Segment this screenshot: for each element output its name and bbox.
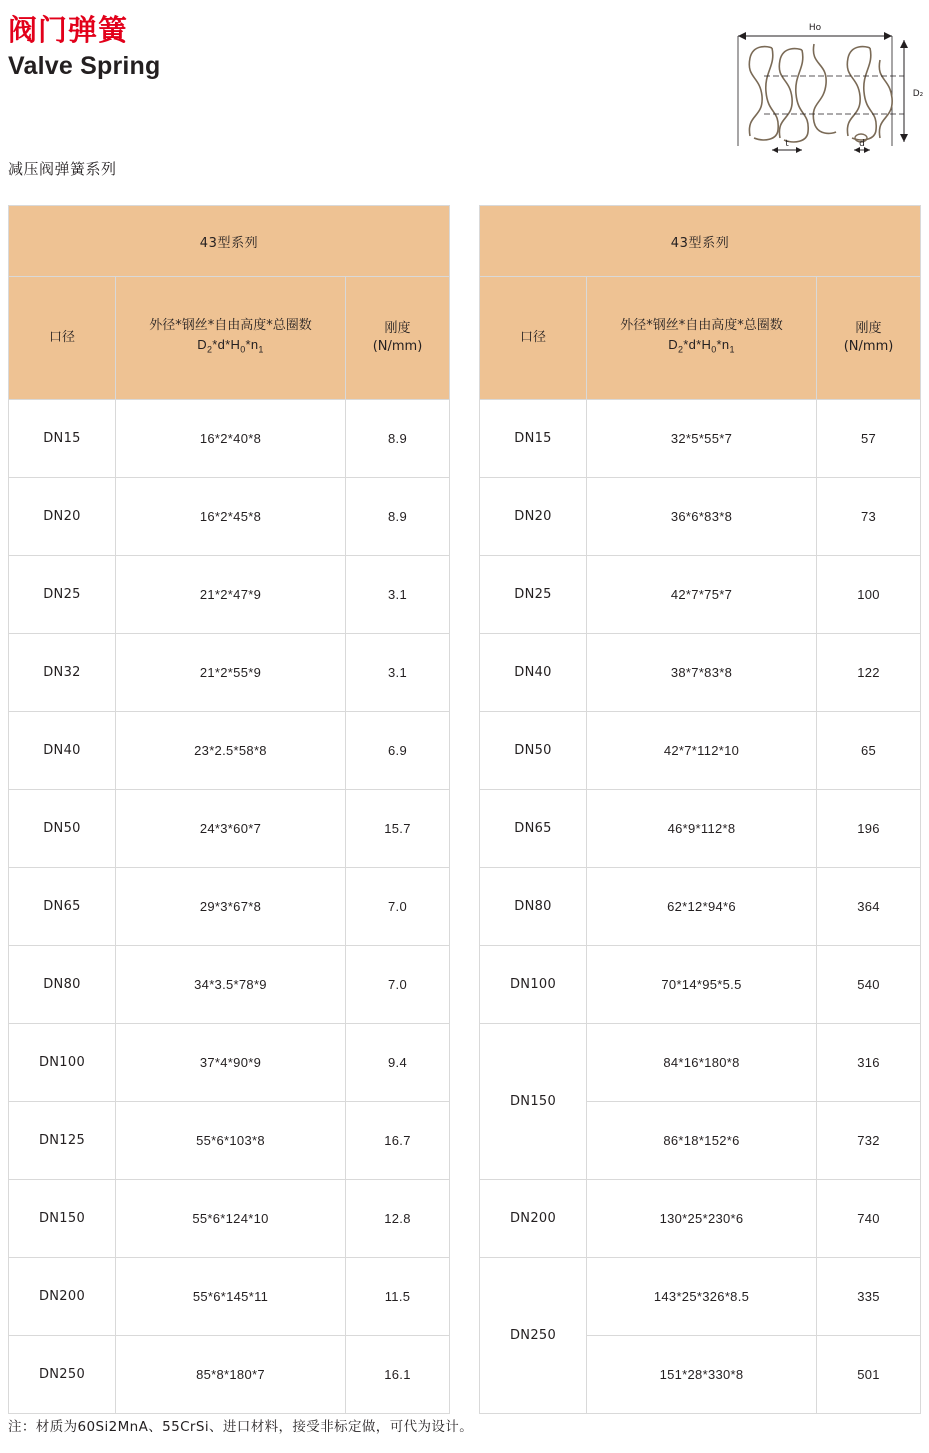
cell-dn: DN20 (9, 478, 116, 556)
cell-stiffness: 7.0 (346, 868, 450, 946)
cell-spec: 37*4*90*9 (116, 1024, 346, 1102)
cell-stiffness: 65 (817, 712, 921, 790)
cell-dn: DN200 (9, 1258, 116, 1336)
table-row (480, 1258, 921, 1336)
cell-dn: DN20 (480, 478, 587, 556)
cell-dn: DN100 (9, 1024, 116, 1102)
table-row (480, 946, 921, 1024)
column-header-spec-line1: 外径*钢丝*自由高度*总圈数 (620, 318, 783, 334)
table-row (9, 1180, 450, 1258)
table-row (9, 1258, 450, 1336)
table-row (480, 868, 921, 946)
cell-dn: DN80 (9, 946, 116, 1024)
cell-dn: DN125 (9, 1102, 116, 1180)
table-row (480, 790, 921, 868)
table-row (9, 478, 450, 556)
tables-container (8, 205, 921, 1414)
cell-dn: DN100 (480, 946, 587, 1024)
table-row (9, 556, 450, 634)
column-header-dn: 口径 (480, 277, 587, 400)
table-row (480, 634, 921, 712)
table-header-row (9, 277, 450, 400)
page-title-en: Valve Spring (8, 52, 161, 80)
spring-table-right (479, 205, 921, 1414)
cell-spec: 36*6*83*8 (587, 478, 817, 556)
cell-dn: DN15 (480, 400, 587, 478)
table-row (9, 1102, 450, 1180)
spring-diagram (728, 18, 924, 158)
cell-stiffness: 316 (817, 1024, 921, 1102)
table-band-label: 43型系列 (480, 206, 921, 277)
column-header-dn: 口径 (9, 277, 116, 400)
table-band-row (9, 206, 450, 277)
cell-spec: 42*7*112*10 (587, 712, 817, 790)
cell-spec: 130*25*230*6 (587, 1180, 817, 1258)
cell-spec: 34*3.5*78*9 (116, 946, 346, 1024)
cell-stiffness: 3.1 (346, 556, 450, 634)
cell-stiffness: 73 (817, 478, 921, 556)
column-header-stiffness-line1: 刚度 (855, 321, 882, 336)
cell-spec: 70*14*95*5.5 (587, 946, 817, 1024)
cell-stiffness: 740 (817, 1180, 921, 1258)
table-band-row (480, 206, 921, 277)
cell-dn: DN40 (480, 634, 587, 712)
table-row (480, 1024, 921, 1102)
cell-stiffness: 16.1 (346, 1336, 450, 1414)
cell-spec: 86*18*152*6 (587, 1102, 817, 1180)
cell-dn: DN250 (9, 1336, 116, 1414)
page-title-cn: 阀门弹簧 (8, 13, 129, 47)
cell-stiffness: 6.9 (346, 712, 450, 790)
diagram-label-t: t (785, 139, 789, 149)
cell-dn: DN32 (9, 634, 116, 712)
cell-stiffness: 3.1 (346, 634, 450, 712)
table-row (9, 946, 450, 1024)
column-header-stiffness-line2: (N/mm) (843, 339, 894, 354)
cell-dn: DN25 (9, 556, 116, 634)
column-header-spec (116, 277, 346, 400)
cell-spec: 151*28*330*8 (587, 1336, 817, 1414)
table-row (9, 1336, 450, 1414)
table-row (9, 712, 450, 790)
cell-spec: 143*25*326*8.5 (587, 1258, 817, 1336)
cell-spec: 29*3*67*8 (116, 868, 346, 946)
cell-dn: DN200 (480, 1180, 587, 1258)
cell-stiffness: 540 (817, 946, 921, 1024)
cell-dn: DN50 (480, 712, 587, 790)
table-row (480, 712, 921, 790)
cell-spec: 46*9*112*8 (587, 790, 817, 868)
cell-dn: DN250 (480, 1258, 587, 1414)
column-header-spec (587, 277, 817, 400)
cell-spec: 42*7*75*7 (587, 556, 817, 634)
cell-stiffness: 9.4 (346, 1024, 450, 1102)
column-header-spec-line2: $D_2*d*H_0*n_1$ (668, 337, 735, 355)
cell-stiffness: 501 (817, 1336, 921, 1414)
cell-dn: DN50 (9, 790, 116, 868)
column-header-stiffness (817, 277, 921, 400)
column-header-stiffness-line2: (N/mm) (372, 339, 423, 354)
column-header-stiffness-line1: 刚度 (384, 321, 411, 336)
cell-stiffness: 196 (817, 790, 921, 868)
cell-spec: 23*2.5*58*8 (116, 712, 346, 790)
table-header-row (480, 277, 921, 400)
cell-dn: DN40 (9, 712, 116, 790)
cell-stiffness: 12.8 (346, 1180, 450, 1258)
cell-stiffness: 8.9 (346, 478, 450, 556)
cell-spec: 85*8*180*7 (116, 1336, 346, 1414)
cell-stiffness: 16.7 (346, 1102, 450, 1180)
cell-stiffness: 15.7 (346, 790, 450, 868)
table-row (9, 1024, 450, 1102)
cell-spec: 84*16*180*8 (587, 1024, 817, 1102)
table-row (9, 868, 450, 946)
column-header-stiffness (346, 277, 450, 400)
diagram-label-ho: Ho (808, 23, 822, 33)
cell-stiffness: 364 (817, 868, 921, 946)
table-row (9, 790, 450, 868)
cell-spec: 24*3*60*7 (116, 790, 346, 868)
cell-dn: DN65 (480, 790, 587, 868)
table-row (480, 478, 921, 556)
cell-dn: DN25 (480, 556, 587, 634)
page-header (8, 12, 608, 82)
cell-spec: 55*6*145*11 (116, 1258, 346, 1336)
section-title: 减压阀弹簧系列 (8, 160, 117, 178)
footer-note: 注：材质为60Si2MnA、55CrSi、进口材料，接受非标定做，可代为设计。 (8, 1419, 474, 1435)
cell-dn: DN150 (9, 1180, 116, 1258)
table-row (9, 634, 450, 712)
cell-spec: 21*2*55*9 (116, 634, 346, 712)
cell-dn: DN80 (480, 868, 587, 946)
cell-dn: DN65 (9, 868, 116, 946)
cell-spec: 16*2*40*8 (116, 400, 346, 478)
cell-spec: 16*2*45*8 (116, 478, 346, 556)
column-header-spec-line1: 外径*钢丝*自由高度*总圈数 (149, 318, 312, 334)
diagram-label-d: d (859, 139, 865, 149)
table-row (480, 556, 921, 634)
table-row (9, 400, 450, 478)
table-row (480, 1180, 921, 1258)
cell-spec: 32*5*55*7 (587, 400, 817, 478)
table-row (480, 400, 921, 478)
cell-stiffness: 11.5 (346, 1258, 450, 1336)
cell-dn: DN150 (480, 1024, 587, 1180)
cell-stiffness: 8.9 (346, 400, 450, 478)
spring-table-left (8, 205, 450, 1414)
cell-spec: 55*6*124*10 (116, 1180, 346, 1258)
cell-stiffness: 7.0 (346, 946, 450, 1024)
cell-spec: 62*12*94*6 (587, 868, 817, 946)
cell-spec: 38*7*83*8 (587, 634, 817, 712)
cell-dn: DN15 (9, 400, 116, 478)
cell-stiffness: 335 (817, 1258, 921, 1336)
cell-stiffness: 732 (817, 1102, 921, 1180)
cell-stiffness: 100 (817, 556, 921, 634)
cell-spec: 21*2*47*9 (116, 556, 346, 634)
diagram-label-d2: D₂ (912, 89, 924, 99)
cell-stiffness: 57 (817, 400, 921, 478)
table-band-label: 43型系列 (9, 206, 450, 277)
column-header-spec-line2: $D_2*d*H_0*n_1$ (197, 337, 264, 355)
cell-spec: 55*6*103*8 (116, 1102, 346, 1180)
cell-stiffness: 122 (817, 634, 921, 712)
